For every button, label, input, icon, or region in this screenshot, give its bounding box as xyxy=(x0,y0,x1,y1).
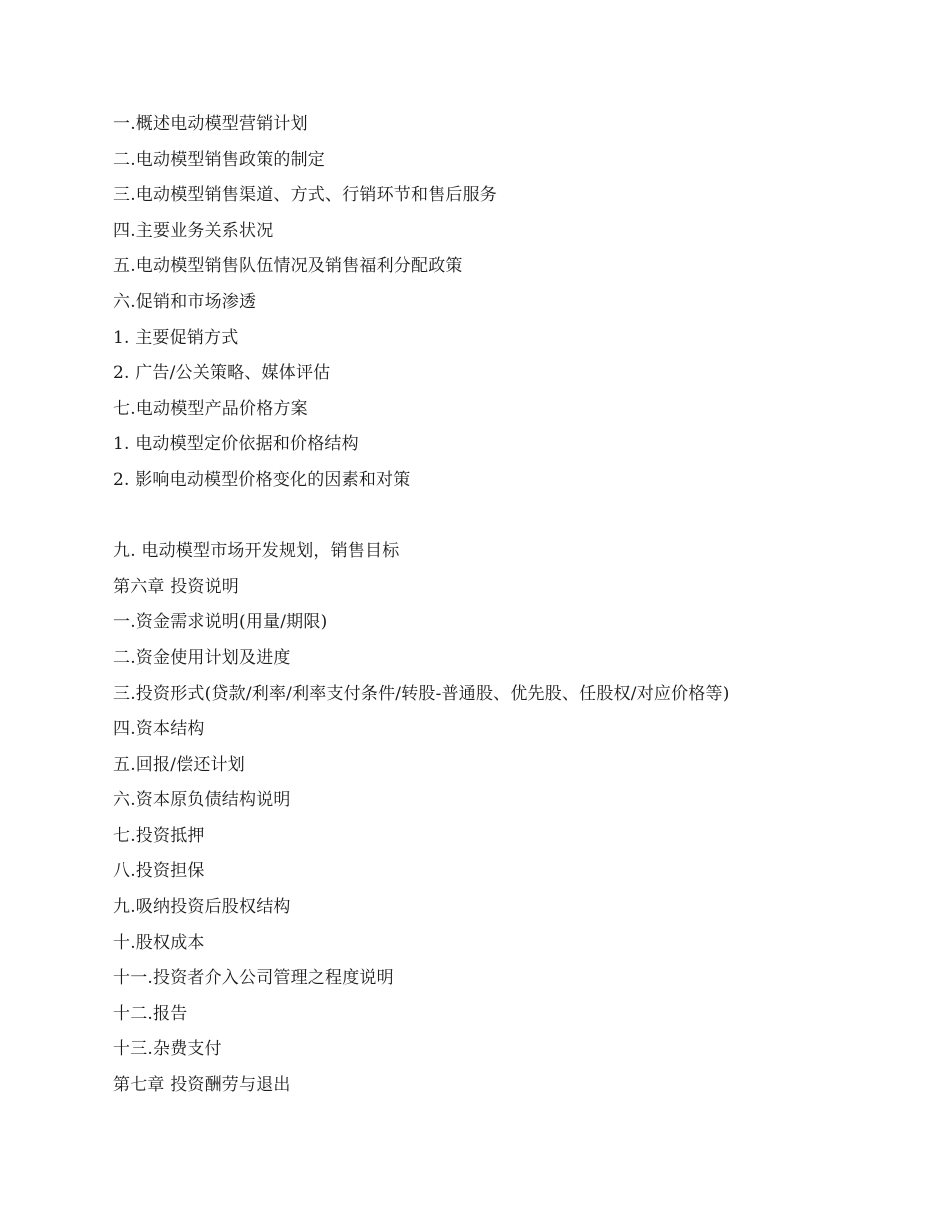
blank-line xyxy=(113,499,873,535)
text-line: 九. 电动模型市场开发规划，销售目标 xyxy=(113,541,400,562)
text-line: 2. 影响电动模型价格变化的因素和对策 xyxy=(113,469,411,490)
text-line: 十一.投资者介入公司管理之程度说明 xyxy=(113,968,394,989)
text-line: 七.电动模型产品价格方案 xyxy=(113,398,308,419)
text-line: 八.投资担保 xyxy=(113,861,205,882)
text-line: 六.资本原负债结构说明 xyxy=(113,790,291,811)
text-line: 一.概述电动模型营销计划 xyxy=(113,114,308,134)
text-line: 五.回报/偿还计划 xyxy=(113,754,245,775)
text-line: 十二.报告 xyxy=(113,1003,188,1024)
text-line: 2. 广告/公关策略、媒体评估 xyxy=(113,363,331,384)
text-line: 四.资本结构 xyxy=(113,719,205,740)
text-line: 一.资金需求说明(用量/期限) xyxy=(113,612,328,633)
text-line: 三.投资形式(贷款/利率/利率支付条件/转股-普通股、优先股、任股权/对应价格等) xyxy=(113,683,730,704)
text-line: 六.促销和市场渗透 xyxy=(113,291,257,312)
text-line: 十.股权成本 xyxy=(113,932,205,953)
chapter-heading: 第七章 投资酬劳与退出 xyxy=(113,1075,291,1096)
text-line: 1. 电动模型定价依据和价格结构 xyxy=(113,434,359,455)
text-line: 四.主要业务关系状况 xyxy=(113,220,274,241)
text-line: 1. 主要促销方式 xyxy=(113,327,239,348)
text-line: 二.电动模型销售政策的制定 xyxy=(113,149,326,170)
document-body xyxy=(113,107,873,1104)
text-line: 九.吸纳投资后股权结构 xyxy=(113,897,291,918)
text-line: 五.电动模型销售队伍情况及销售福利分配政策 xyxy=(113,256,463,277)
text-line: 十三.杂费支付 xyxy=(113,1039,222,1060)
text-line: 三.电动模型销售渠道、方式、行销环节和售后服务 xyxy=(113,185,498,206)
chapter-heading: 第六章 投资说明 xyxy=(113,576,240,597)
text-line: 七.投资抵押 xyxy=(113,825,205,846)
text-line: 二.资金使用计划及进度 xyxy=(113,647,291,668)
